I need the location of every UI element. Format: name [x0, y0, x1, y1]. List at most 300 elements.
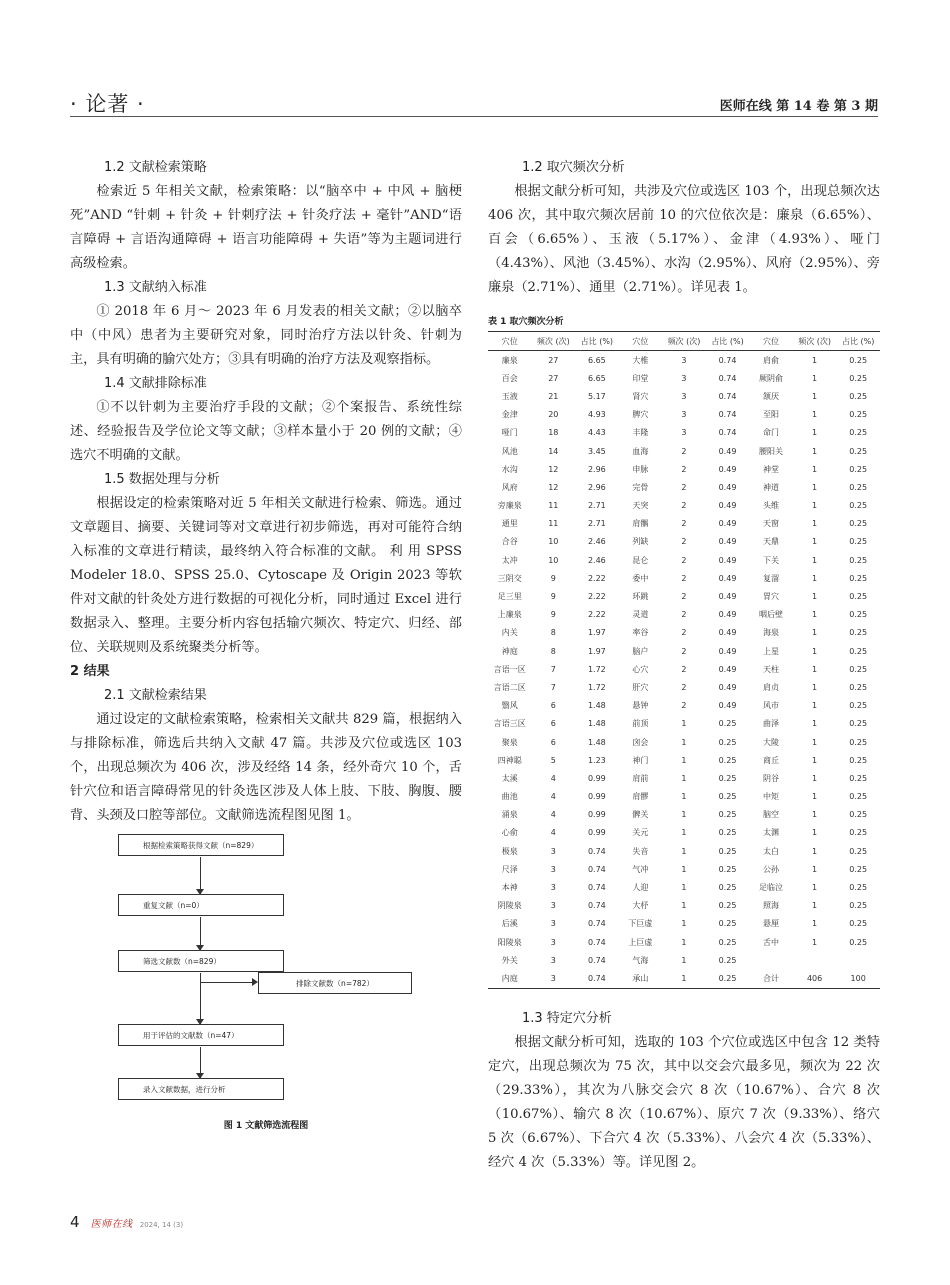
table-cell: 0.25 — [718, 864, 737, 874]
table-cell: 足三里 — [497, 592, 522, 602]
table-cell: 1 — [812, 901, 818, 911]
table-cell: 神庭 — [501, 646, 518, 656]
flow-box-duplicates: 重复文献（n=0） — [118, 894, 284, 916]
col-header: 穴位 — [488, 332, 532, 351]
table-cell: 0.74 — [575, 969, 619, 988]
col-header: 频次 (次) — [532, 332, 576, 351]
table-cell: 足临泣 — [759, 883, 784, 893]
table-row — [488, 969, 880, 988]
table-cell: 1 — [681, 883, 687, 893]
journal-info: 医师在线 第 14 卷 第 3 期 — [719, 99, 878, 114]
table-cell: 下巨虚 — [628, 919, 653, 929]
table-row — [488, 351, 880, 370]
table-cell: 水沟 — [501, 464, 518, 474]
table-cell: 0.25 — [718, 773, 737, 783]
table-cell: 太溪 — [501, 773, 518, 783]
col-header: 频次 (次) — [662, 332, 706, 351]
table-cell: 0.25 — [849, 537, 868, 547]
table-cell: 后溪 — [501, 919, 518, 929]
table-cell: 1 — [812, 519, 818, 529]
section-2-3-title: 1.3 特定穴分析 — [522, 1010, 612, 1026]
table-cell: 4 — [550, 810, 556, 820]
table-row — [488, 533, 880, 551]
table-cell: 0.74 — [587, 883, 606, 893]
table-cell — [749, 951, 793, 969]
table-cell: 1 — [681, 828, 687, 838]
table-cell: 0.49 — [718, 628, 737, 638]
table-cell: 1.23 — [587, 755, 606, 765]
table-cell: 海泉 — [763, 628, 780, 638]
table-cell: 0.25 — [718, 955, 737, 965]
table-caption: 表 1 取穴频次分析 — [488, 317, 564, 327]
table-cell: 言语二区 — [493, 682, 526, 692]
table-cell: 0.25 — [849, 355, 868, 365]
table-cell: 20 — [548, 410, 559, 420]
table-cell: 本神 — [501, 883, 518, 893]
table-cell: 1 — [812, 537, 818, 547]
table-cell: 内关 — [501, 628, 518, 638]
journal-logo: 医师在线 — [90, 1219, 133, 1230]
table-cell: 1.48 — [587, 737, 606, 747]
table-cell: 0.74 — [587, 846, 606, 856]
table-cell: 6.65 — [587, 373, 606, 383]
table-cell: 1 — [812, 610, 818, 620]
table-cell: 2 — [681, 664, 687, 674]
table-cell: 1 — [812, 864, 818, 874]
table-cell: 1 — [681, 901, 687, 911]
table-cell: 0.99 — [587, 773, 606, 783]
table-cell: 玉液 — [501, 391, 518, 401]
table-cell: 0.74 — [718, 391, 737, 401]
table-cell: 脑空 — [763, 810, 780, 820]
table-cell: 0.49 — [718, 464, 737, 474]
volume-info: 2024, 14 (3) — [139, 1221, 184, 1229]
table-cell: 0.25 — [718, 737, 737, 747]
table-cell: 0.25 — [706, 969, 750, 988]
table-cell: 腰阳关 — [759, 446, 784, 456]
table-cell: 完骨 — [632, 482, 649, 492]
table-cell: 阳陵泉 — [497, 937, 522, 947]
table-cell: 申脉 — [632, 464, 649, 474]
table-cell: 天突 — [632, 501, 649, 511]
table-cell: 大椎 — [632, 355, 649, 365]
table-cell: 0.49 — [718, 537, 737, 547]
table-cell: 0.25 — [849, 519, 868, 529]
table-cell: 2 — [681, 628, 687, 638]
table-cell: 2 — [681, 592, 687, 602]
section-2-1-title: 2.1 文献检索结果 — [104, 688, 207, 703]
table-cell: 2.22 — [587, 573, 606, 583]
table-cell: 上星 — [763, 646, 780, 656]
table-cell: 0.25 — [718, 755, 737, 765]
table-cell: 12 — [548, 482, 559, 492]
table-cell: 肩髎 — [632, 792, 649, 802]
table-row — [488, 478, 880, 496]
table-cell: 0.74 — [587, 937, 606, 947]
table-cell: 命门 — [763, 428, 780, 438]
table-cell: 太白 — [763, 846, 780, 856]
table-row — [488, 933, 880, 951]
table-cell: 悬钟 — [632, 701, 649, 711]
table-cell: 0.25 — [849, 919, 868, 929]
table-cell: 1 — [812, 573, 818, 583]
table-cell: 0.25 — [849, 610, 868, 620]
table-cell: 2 — [681, 646, 687, 656]
table-row — [488, 733, 880, 751]
table-cell: 9 — [550, 610, 556, 620]
table-cell: 通里 — [501, 519, 518, 529]
table-cell: 风池 — [501, 446, 518, 456]
flow-arrow-exclude — [201, 982, 256, 983]
table-cell: 涌泉 — [501, 810, 518, 820]
table-cell: 印堂 — [632, 373, 649, 383]
table-cell: 0.25 — [849, 682, 868, 692]
table-cell: 上巨虚 — [628, 937, 653, 947]
table-cell: 1 — [812, 664, 818, 674]
table-cell: 3 — [550, 864, 556, 874]
table-cell: 2.71 — [587, 501, 606, 511]
table-cell: 4.93 — [587, 410, 606, 420]
table-cell: 0.99 — [587, 828, 606, 838]
page-number: 4 — [70, 1213, 80, 1231]
table-row — [488, 697, 880, 715]
table-cell: 公孙 — [763, 864, 780, 874]
flow-arrow-4 — [200, 1047, 201, 1078]
table-cell: 承山 — [619, 969, 663, 988]
table-cell: 1 — [812, 355, 818, 365]
table-cell: 27 — [548, 355, 559, 365]
table-cell: 0.49 — [718, 610, 737, 620]
table-cell: 咽后壁 — [759, 610, 784, 620]
table-cell: 1 — [812, 682, 818, 692]
table-cell: 5 — [550, 755, 556, 765]
table-cell: 至阳 — [763, 410, 780, 420]
table-cell: 脾穴 — [632, 410, 649, 420]
table-cell: 下关 — [763, 555, 780, 565]
table-cell: 1.72 — [587, 664, 606, 674]
table-cell: 3.45 — [587, 446, 606, 456]
table-cell: 灵道 — [632, 610, 649, 620]
section-1-4-text: ①不以针刺为主要治疗手段的文献；②个案报告、系统性综述、经验报告及学位论文等文献；③样本量小于 20 例的文献；④选穴不明确的文献。 — [70, 400, 462, 463]
table-cell: 1 — [812, 773, 818, 783]
table-cell: 10 — [548, 555, 559, 565]
table-cell: 大杼 — [632, 901, 649, 911]
table-row — [488, 878, 880, 896]
table-cell: 1 — [812, 919, 818, 929]
table-cell: 尺泽 — [501, 864, 518, 874]
table-cell: 0.25 — [849, 410, 868, 420]
table-cell: 11 — [548, 519, 559, 529]
table-cell: 环跳 — [632, 592, 649, 602]
table-cell: 0.49 — [718, 446, 737, 456]
table-cell: 0.49 — [718, 701, 737, 711]
table-cell: 髀关 — [632, 810, 649, 820]
table-cell: 2.96 — [587, 482, 606, 492]
table-cell: 0.25 — [849, 810, 868, 820]
table-row — [488, 369, 880, 387]
table-cell: 0.25 — [849, 901, 868, 911]
table-row — [488, 788, 880, 806]
table-cell: 昆仑 — [632, 555, 649, 565]
flow-arrow-2 — [200, 917, 201, 950]
table-cell: 4 — [550, 828, 556, 838]
table-cell: 阴陵泉 — [497, 901, 522, 911]
table-cell: 2.46 — [587, 537, 606, 547]
table-cell: 0.25 — [849, 701, 868, 711]
table-cell — [793, 951, 837, 969]
table-cell: 1.97 — [587, 646, 606, 656]
table-cell: 神道 — [763, 482, 780, 492]
table-cell: 中矩 — [763, 792, 780, 802]
table-row — [488, 915, 880, 933]
table-cell: 1 — [681, 792, 687, 802]
table-cell: 失音 — [632, 846, 649, 856]
table-cell: 5.17 — [587, 391, 606, 401]
table-row — [488, 515, 880, 533]
table-cell: 9 — [550, 592, 556, 602]
table-cell: 0.49 — [718, 573, 737, 583]
table-cell: 3 — [550, 846, 556, 856]
table-cell: 10 — [548, 537, 559, 547]
table-cell: 0.25 — [849, 464, 868, 474]
table-cell: 0.25 — [849, 828, 868, 838]
table-cell: 1 — [681, 846, 687, 856]
table-row — [488, 806, 880, 824]
table-cell: 复溜 — [763, 573, 780, 583]
table-cell: 1 — [812, 501, 818, 511]
table-cell: 合谷 — [501, 537, 518, 547]
table-cell: 风市 — [763, 701, 780, 711]
table-cell: 4 — [550, 792, 556, 802]
table-cell: 1 — [812, 828, 818, 838]
table-cell: 0.25 — [849, 628, 868, 638]
col-header: 穴位 — [619, 332, 663, 351]
table-cell: 2.22 — [587, 592, 606, 602]
table-cell: 0.49 — [718, 646, 737, 656]
section-2-2-text: 根据文献分析可知，共涉及穴位或选区 103 个，出现总频次达 406 次，其中取穴频次居前 10 的穴位依次是：廉泉（6.65%）、百会（6.65%）、玉液（5.17%）、金津（4.93%）、哑门（4.43%）、风池（3.45%）、水沟（2.95%）、风府（2.95%）、旁廉泉（2.71%）、通里（2.71%）。详见表 1。 — [488, 184, 880, 295]
table-cell: 上廉泉 — [497, 610, 522, 620]
table-cell: 1.72 — [587, 682, 606, 692]
table-cell: 2 — [681, 446, 687, 456]
table-cell: 3 — [681, 410, 687, 420]
table-cell: 2.22 — [587, 610, 606, 620]
col-header: 占比 (%) — [575, 332, 619, 351]
table-cell: 0.25 — [849, 646, 868, 656]
left-column — [70, 156, 462, 1131]
table-cell: 3 — [532, 969, 576, 988]
table-cell: 2.96 — [587, 464, 606, 474]
section-2-2-title: 1.2 取穴频次分析 — [522, 160, 625, 175]
table-cell: 悬厘 — [763, 919, 780, 929]
table-row — [488, 824, 880, 842]
table-cell: 3 — [681, 373, 687, 383]
table-cell: 1 — [662, 969, 706, 988]
table-cell: 6 — [550, 737, 556, 747]
table-cell: 2.46 — [587, 555, 606, 565]
table-cell: 0.25 — [849, 373, 868, 383]
table-cell: 百会 — [501, 373, 518, 383]
table-cell: 3 — [550, 919, 556, 929]
table-cell: 0.99 — [587, 810, 606, 820]
table-cell: 0.25 — [849, 391, 868, 401]
right-column — [488, 156, 880, 1175]
table-cell: 委中 — [632, 573, 649, 583]
table-cell: 0.99 — [587, 792, 606, 802]
table-cell: 0.25 — [849, 792, 868, 802]
table-cell: 0.49 — [718, 519, 737, 529]
table-cell: 气海 — [632, 955, 649, 965]
table-cell: 前顶 — [632, 719, 649, 729]
flow-box-excluded: 排除文献数（n=782） — [258, 972, 412, 994]
table-cell: 27 — [548, 373, 559, 383]
table-cell: 旁廉泉 — [497, 501, 522, 511]
table-cell: 1 — [812, 464, 818, 474]
flow-box-analyzed: 录入文献数据，进行分析 — [118, 1078, 284, 1100]
table-cell: 0.49 — [718, 501, 737, 511]
table-cell: 1 — [812, 737, 818, 747]
table-cell: 0.49 — [718, 482, 737, 492]
section-2-title: 2 结果 — [70, 664, 110, 679]
table-cell: 100 — [836, 969, 880, 988]
table-cell: 0.25 — [718, 719, 737, 729]
section-1-3-title: 1.3 文献纳入标准 — [104, 280, 207, 295]
table-cell: 颔厌 — [763, 391, 780, 401]
table-cell: 0.25 — [718, 810, 737, 820]
table-cell: 14 — [548, 446, 559, 456]
section-1-5-text: 根据设定的检索策略对近 5 年相关文献进行检索、筛选。通过文章题目、摘要、关键词等对文章进行初步筛选，再对可能符合纳入标准的文章进行精读，最终纳入符合标准的文献。 利 用 SPSS Modeler 18.0、SPSS 25.0、Cytoscape 及 Origin 2023 等软件对文献的针灸处方进行数据的可视化分析，同时通过 Excel 进行数据录入、整理。主要分析内容包括输穴频次、特定穴、归经、部位、关联规则及系统聚类分析等。 — [70, 496, 462, 655]
table-cell: 1 — [812, 391, 818, 401]
table-cell: 四神聪 — [497, 755, 522, 765]
table-cell: 21 — [548, 391, 559, 401]
table-cell: 2 — [681, 610, 687, 620]
table-cell: 0.49 — [718, 555, 737, 565]
table-cell: 1.48 — [587, 701, 606, 711]
table-cell: 0.25 — [849, 846, 868, 856]
table-cell: 4 — [550, 773, 556, 783]
table-cell: 头维 — [763, 501, 780, 511]
table-cell: 哑门 — [501, 428, 518, 438]
flow-box-screened: 筛选文献数（n=829） — [118, 950, 284, 972]
col-header: 穴位 — [749, 332, 793, 351]
table-row — [488, 424, 880, 442]
table-cell: 2 — [681, 501, 687, 511]
table-cell: 1 — [681, 719, 687, 729]
table-cell: 3 — [550, 937, 556, 947]
table-cell: 肾穴 — [632, 391, 649, 401]
table-header-row — [488, 332, 880, 351]
table-cell: 太冲 — [501, 555, 518, 565]
table-row — [488, 660, 880, 678]
table-row — [488, 551, 880, 569]
table-cell: 1 — [812, 646, 818, 656]
table-cell: 2 — [681, 464, 687, 474]
table-cell: 2 — [681, 537, 687, 547]
table-cell: 肝穴 — [632, 682, 649, 692]
flow-arrow-3 — [200, 973, 201, 1024]
table-cell: 6 — [550, 701, 556, 711]
table-cell: 列缺 — [632, 537, 649, 547]
table-cell: 翳风 — [501, 701, 518, 711]
table-cell: 0.25 — [849, 501, 868, 511]
table-cell: 2 — [681, 701, 687, 711]
table-cell: 0.25 — [718, 846, 737, 856]
table-cell: 舌中 — [763, 937, 780, 947]
table-cell: 肩贞 — [763, 682, 780, 692]
table-cell: 0.25 — [718, 883, 737, 893]
table-cell: 0.74 — [718, 373, 737, 383]
table-cell: 1 — [681, 810, 687, 820]
table-cell: 0.25 — [718, 919, 737, 929]
table-row — [488, 751, 880, 769]
section-1-3-text: ① 2018 年 6 月～ 2023 年 6 月发表的相关文献；②以脑卒中（中风）患者为主要研究对象，同时治疗方法以针灸、针刺为主，具有明确的腧穴处方；③具有明确的治疗方法及观察指标。 — [70, 304, 462, 367]
section-1-2-text: 检索近 5 年相关文献，检索策略：以“脑卒中 + 中风 + 脑梗死”AND “针刺 + 针灸 + 针刺疗法 + 针灸疗法 + 毫针”AND“语言障碍 + 言语沟通障碍 + 语言功能障碍 + 失语”等为主题词进行高级检索。 — [70, 184, 462, 271]
table-cell: 1 — [681, 955, 687, 965]
table-cell: 气冲 — [632, 864, 649, 874]
table-cell: 肩俞 — [763, 355, 780, 365]
table-row — [488, 406, 880, 424]
table-row — [488, 442, 880, 460]
table-cell: 内庭 — [488, 969, 532, 988]
table-cell: 1 — [681, 919, 687, 929]
section-2-3-text: 根据文献分析可知，选取的 103 个穴位或选区中包含 12 类特定穴，出现总频次为 75 次，其中以交会穴最多见，频次为 22 次（29.33%），其次为八脉交会穴 8 次（10.67%）、合穴 8 次（10.67%）、输穴 8 次（10.67%）、原穴 7 次（9.33%）、络穴 5 次（6.67%）、下合穴 4 次（5.33%）、八会穴 4 次（5.33%）、经穴 4 次（5.33%）等。详见图 2。 — [488, 1034, 880, 1170]
table-cell: 1 — [812, 846, 818, 856]
table-cell: 言语三区 — [493, 719, 526, 729]
section-1-2-title: 1.2 文献检索策略 — [104, 160, 207, 175]
table-row — [488, 951, 880, 969]
table-row — [488, 897, 880, 915]
table-row — [488, 624, 880, 642]
table-cell: 大陵 — [763, 737, 780, 747]
table-cell: 肩前 — [632, 773, 649, 783]
table-cell: 1 — [812, 555, 818, 565]
table-cell: 4.43 — [587, 428, 606, 438]
table-cell: 1 — [681, 737, 687, 747]
table-cell: 3 — [681, 428, 687, 438]
table-cell: 0.74 — [587, 955, 606, 965]
table-cell: 0.25 — [849, 446, 868, 456]
table-row — [488, 860, 880, 878]
col-header: 频次 (次) — [793, 332, 837, 351]
table-cell: 肩髃 — [632, 519, 649, 529]
table-cell: 合计 — [749, 969, 793, 988]
table-cell: 1 — [812, 410, 818, 420]
table-cell: 脑户 — [632, 646, 649, 656]
table-row — [488, 715, 880, 733]
table-cell: 3 — [550, 901, 556, 911]
table-cell: 0.49 — [718, 664, 737, 674]
table-cell: 人迎 — [632, 883, 649, 893]
table-cell: 0.74 — [718, 410, 737, 420]
table-cell: 0.74 — [718, 355, 737, 365]
table-cell: 1 — [681, 864, 687, 874]
table-cell: 0.25 — [849, 864, 868, 874]
flow-arrow-1 — [200, 857, 201, 894]
table-cell: 3 — [550, 955, 556, 965]
table-cell: 极泉 — [501, 846, 518, 856]
table-row — [488, 569, 880, 587]
table-row — [488, 387, 880, 405]
table-cell: 0.25 — [849, 737, 868, 747]
table-cell: 率谷 — [632, 628, 649, 638]
table-cell: 廉泉 — [501, 355, 518, 365]
table-cell: 7 — [550, 664, 556, 674]
table-cell: 1 — [681, 755, 687, 765]
table-cell: 风府 — [501, 482, 518, 492]
table-cell: 胃穴 — [763, 592, 780, 602]
table-cell: 2 — [681, 573, 687, 583]
table-cell: 神堂 — [763, 464, 780, 474]
table-row — [488, 642, 880, 660]
